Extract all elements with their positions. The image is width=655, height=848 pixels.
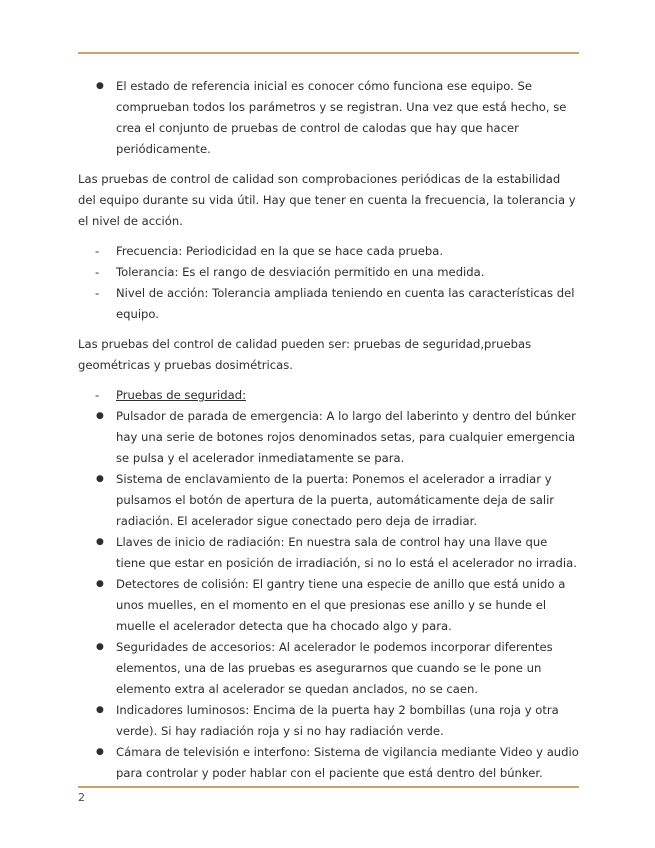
bullet-icon: ● [96, 642, 104, 652]
list-item [78, 532, 580, 574]
bullet-list-reference-state [78, 76, 580, 160]
paragraph-test-types: Las pruebas del control de calidad pueden ser: pruebas de seguridad,pruebas geométricas y pruebas dosimétricas. [78, 337, 532, 372]
list-item-text: El estado de referencia inicial es conocer cómo funciona ese equipo. Se comprueban todos los parámetros y se registran. Una vez que está hecho, se crea el conjunto de pruebas de control de calodas que hay que hacer periódicamente. [116, 79, 567, 156]
header-rule [78, 52, 579, 54]
bullet-icon: ● [96, 474, 104, 484]
list-item-text: Pulsador de parada de emergencia: A lo largo del laberinto y dentro del búnker hay una serie de botones rojos denominados setas, para cualquier emergencia se pulsa y el acelerador inmediatamente se para. [116, 409, 576, 465]
list-item [78, 76, 580, 160]
list-item [78, 742, 580, 784]
list-item-text: Llaves de inicio de radiación: En nuestra sala de control hay una llave que tiene que estar en posición de irradiación, si no lo está el acelerador no irradia. [116, 535, 577, 570]
list-heading [78, 385, 580, 406]
list-item-text: Tolerancia: Es el rango de desviación permitido en una medida. [116, 265, 485, 279]
list-item [78, 262, 580, 283]
dash-list-parameters [78, 241, 580, 325]
dash-icon: - [95, 286, 100, 300]
bullet-icon: ● [96, 705, 104, 715]
section-heading-safety-tests: Pruebas de seguridad: [116, 388, 246, 402]
list-item-text: Seguridades de accesorios: Al acelerador le podemos incorporar diferentes elementos, una de las pruebas es asegurarnos que cuando se le pone un elemento extra al acelerador se quedan anclados, no se caen. [116, 640, 553, 696]
bullet-icon: ● [96, 537, 104, 547]
list-item-text: Frecuencia: Periodicidad en la que se hace cada prueba. [116, 244, 444, 258]
list-item [78, 469, 580, 532]
dash-icon: - [95, 388, 100, 402]
dash-icon: - [95, 244, 100, 258]
list-item-text: Indicadores luminosos: Encima de la puerta hay 2 bombillas (una roja y otra verde). Si hay radiación roja y si no hay radiación verde. [116, 703, 559, 738]
bullet-icon: ● [96, 411, 104, 421]
paragraph-quality-control-definition: Las pruebas de control de calidad son comprobaciones periódicas de la estabilidad del equipo durante su vida útil. Hay que tener en cuenta la frecuencia, la tolerancia y el nivel de acción. [78, 172, 576, 228]
list-item-text: Detectores de colisión: El gantry tiene una especie de anillo que está unido a unos muelles, en el momento en el que presionas ese anillo y se hunde el muelle el acelerador detecta que ha chocado algo y para. [116, 577, 566, 633]
dash-icon: - [95, 265, 100, 279]
list-item-text: Cámara de televisión e interfono: Sistema de vigilancia mediante Video y audio para controlar y poder hablar con el paciente que está dentro del búnker. [116, 745, 579, 780]
bullet-icon: ● [96, 81, 104, 91]
list-item-text: Sistema de enclavamiento de la puerta: Ponemos el acelerador a irradiar y pulsamos el botón de apertura de la puerta, automáticamente deja de salir radiación. El acelerador sigue conectado pero deja de irradiar. [116, 472, 555, 528]
list-item [78, 574, 580, 637]
list-item [78, 283, 580, 325]
document-body [78, 76, 580, 793]
list-item [78, 637, 580, 700]
list-item [78, 406, 580, 469]
list-item [78, 241, 580, 262]
bullet-icon: ● [96, 579, 104, 589]
list-item [78, 700, 580, 742]
bullet-icon: ● [96, 747, 104, 757]
list-item-text: Nivel de acción: Tolerancia ampliada teniendo en cuenta las características del equipo. [116, 286, 575, 321]
footer-rule [78, 786, 579, 788]
page-number: 2 [78, 791, 85, 804]
safety-tests-list [78, 385, 580, 784]
